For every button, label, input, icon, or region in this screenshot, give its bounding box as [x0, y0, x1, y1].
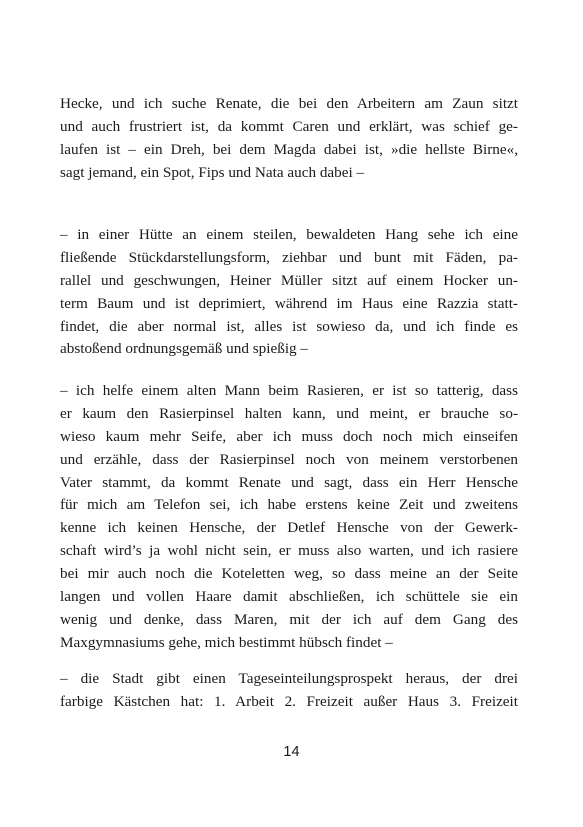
text-line: laufen ist – ein Dreh, bei dem Magda dabei ist, »die hellste Birne«,: [60, 140, 518, 158]
text-line: und erzähle, dass der Rasierpinsel noch von meinem verstorbenen: [60, 450, 518, 468]
text-line: Hecke, und ich suche Renate, die bei den Arbeitern am Zaun sitzt: [60, 95, 518, 112]
text-line: wenig und denke, dass Maren, mit der ich auf dem Gang des: [60, 610, 518, 628]
text-line: term Baum und ist deprimiert, während im Haus eine Razzia statt-: [60, 294, 518, 312]
text-line: und auch frustriert ist, da kommt Caren und erklärt, was schief ge-: [60, 117, 518, 135]
text-line: bei mir auch noch die Koteletten weg, so dass meine an der Seite: [60, 565, 518, 583]
text-line: schaft wird’s ja wohl nicht sein, er muss also warten, und ich rasiere: [60, 542, 518, 560]
text-line: farbige Kästchen hat: 1. Arbeit 2. Freizeit außer Haus 3. Freizeit: [60, 692, 518, 710]
text-line: rallel und geschwungen, Heiner Müller sitzt auf einem Hocker un-: [60, 271, 518, 289]
text-line: langen und vollen Haare damit abschließen, ich schüttele sie ein: [60, 588, 518, 606]
text-line: Maxgymnasiums gehe, mich bestimmt hübsch findet –: [60, 633, 393, 651]
paragraph-1: [60, 93, 518, 185]
text-line: für mich am Telefon sei, ich habe erstens keine Zeit und zweitens: [60, 496, 518, 514]
text-line: – in einer Hütte an einem steilen, bewaldeten Hang sehe ich eine: [60, 226, 518, 243]
text-line: sagt jemand, ein Spot, Fips und Nata auch dabei –: [60, 163, 365, 181]
text-line: kenne ich keinen Hensche, der Detlef Hensche von der Gewerk-: [60, 519, 518, 537]
text-line: Vater stammt, da kommt Renate und sagt, dass ein Herr Hensche: [60, 473, 518, 491]
text-line: – die Stadt gibt einen Tageseinteilungsprospekt heraus, der drei: [60, 670, 518, 687]
paragraph-2: [60, 224, 518, 361]
text-line: abstoßend ordnungsgemäß und spießig –: [60, 340, 309, 358]
text-line: wieso kaum mehr Seife, aber ich muss doch noch mich einseifen: [60, 427, 518, 445]
paragraph-4: [60, 668, 518, 714]
text-line: findet, die aber normal ist, alles ist sowieso da, und ich finde es: [60, 317, 518, 335]
text-line: er kaum den Rasierpinsel halten kann, und meint, er brauche so-: [60, 404, 518, 422]
text-line: fließende Stückdarstellungsform, ziehbar und bunt mit Fäden, pa-: [60, 248, 518, 266]
page-number: 14: [283, 744, 300, 760]
paragraph-3: [60, 380, 518, 655]
text-line: – ich helfe einem alten Mann beim Rasieren, er ist so tatterig, dass: [60, 382, 518, 399]
